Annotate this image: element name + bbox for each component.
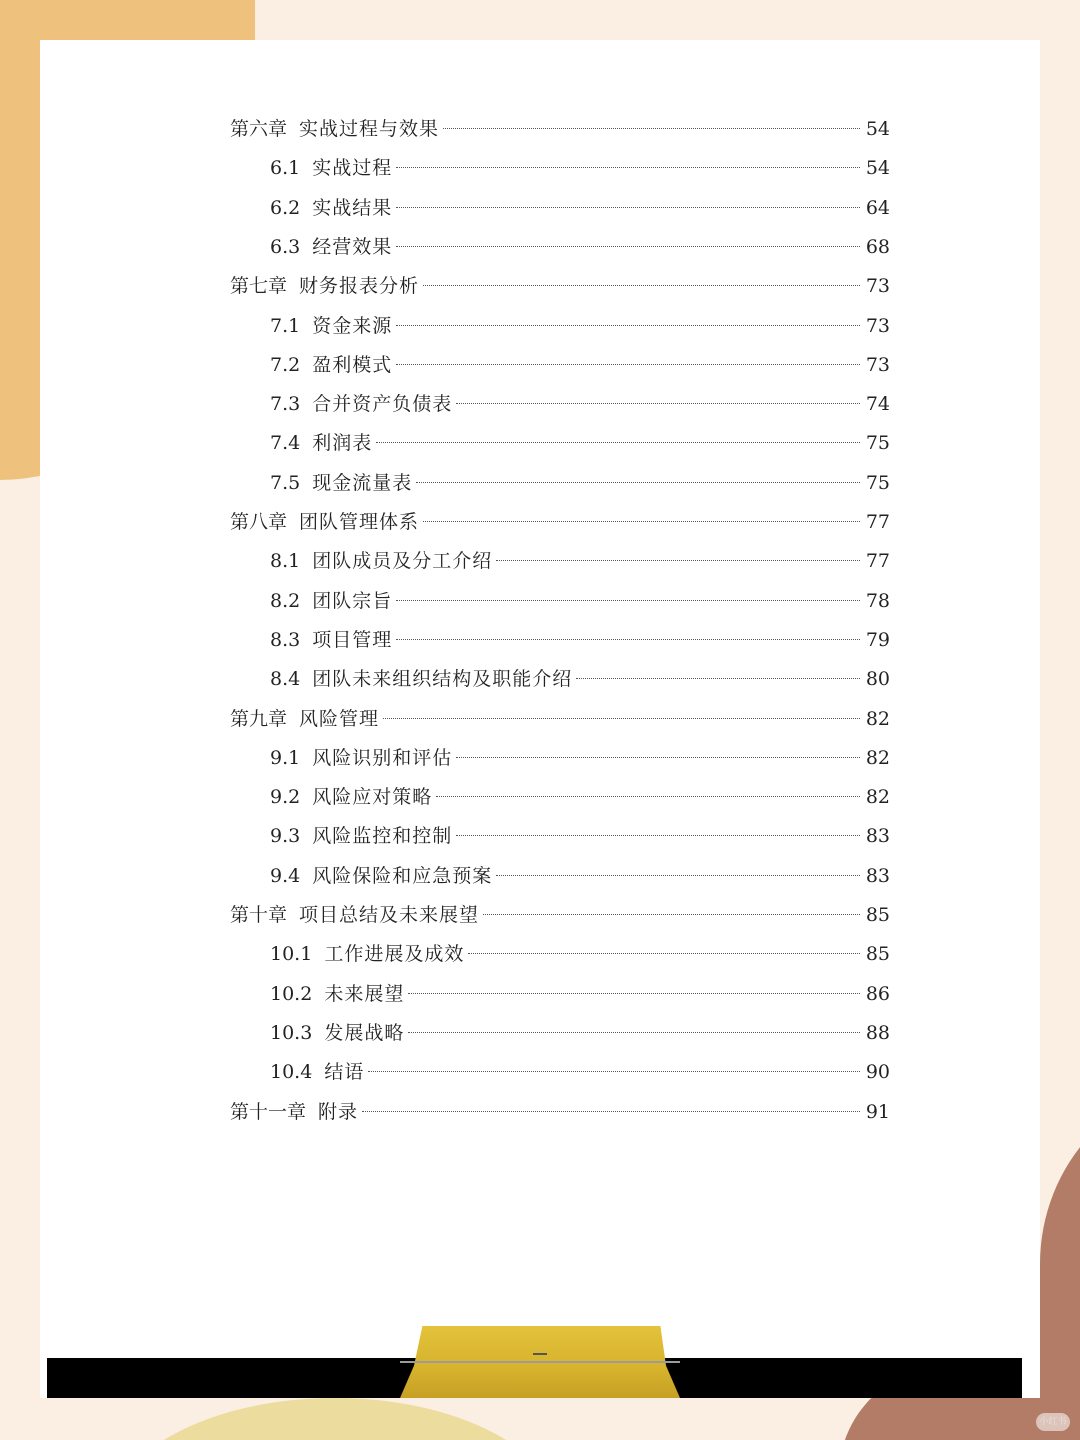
toc-number: 9.4: [270, 864, 301, 887]
toc-page-number: 85: [865, 943, 890, 966]
toc-number: 7.3: [270, 393, 301, 416]
toc-section-row[interactable]: [230, 782, 890, 812]
folder-mark: [533, 1353, 547, 1355]
toc-leader-dots: [408, 993, 859, 994]
toc-section-row[interactable]: [230, 586, 890, 616]
toc-section-row[interactable]: [230, 743, 890, 773]
toc-title: 团队成员及分工介绍: [312, 550, 493, 573]
toc-title: 项目总结及未来展望: [299, 904, 480, 926]
toc-page-number: 54: [865, 118, 890, 140]
toc-title: 附录: [318, 1100, 359, 1123]
toc-number: 第十一章: [230, 1100, 307, 1123]
toc-chapter-row[interactable]: [230, 271, 890, 301]
toc-leader-dots: [483, 914, 860, 915]
toc-title: 盈利模式: [312, 353, 393, 376]
toc-title: 风险监控和控制: [312, 825, 453, 848]
toc-title: 合并资产负债表: [312, 393, 453, 416]
toc-page-number: 90: [865, 1061, 890, 1084]
toc-number: 10.1: [270, 943, 313, 966]
toc-section-row[interactable]: [230, 861, 890, 891]
toc-page-number: 79: [865, 628, 890, 651]
toc-leader-dots: [396, 246, 860, 247]
toc-section-row[interactable]: [230, 468, 890, 498]
toc-title: 团队未来组织结构及职能介绍: [312, 668, 573, 691]
toc-title: 实战过程: [312, 157, 393, 180]
toc-number: 10.3: [270, 1021, 313, 1044]
toc-number: 第九章: [230, 707, 288, 730]
toc-page-number: 75: [865, 432, 890, 455]
toc-title: 工作进展及成效: [324, 943, 465, 966]
toc-page-number: 88: [865, 1021, 890, 1044]
toc-page-number: 68: [865, 235, 890, 258]
toc-leader-dots: [396, 600, 860, 601]
toc-number: 第七章: [230, 275, 288, 298]
toc-page-number: 73: [865, 353, 890, 376]
toc-section-row[interactable]: [230, 664, 890, 694]
toc-number: 7.4: [270, 432, 301, 455]
toc-number: 9.3: [270, 825, 301, 848]
toc-page-number: 82: [865, 786, 890, 809]
toc-leader-dots: [496, 560, 860, 561]
toc-title: 利润表: [312, 432, 373, 455]
toc-number: 8.4: [270, 668, 301, 691]
toc-section-row[interactable]: [230, 153, 890, 183]
toc-title: 发展战略: [324, 1021, 405, 1044]
toc-page-number: 82: [865, 746, 890, 769]
toc-section-row[interactable]: [230, 232, 890, 262]
toc-leader-dots: [436, 796, 860, 797]
toc-number: 9.2: [270, 786, 301, 809]
toc-section-row[interactable]: [230, 939, 890, 969]
toc-chapter-row[interactable]: [230, 900, 890, 930]
toc-leader-dots: [468, 953, 859, 954]
toc-leader-dots: [408, 1032, 859, 1033]
toc-leader-dots: [362, 1111, 860, 1112]
toc-page-number: 73: [865, 314, 890, 337]
toc-section-row[interactable]: [230, 625, 890, 655]
toc-number: 第八章: [230, 511, 288, 533]
toc-leader-dots: [456, 403, 860, 404]
toc-number: 第十章: [230, 904, 288, 926]
toc-leader-dots: [456, 835, 860, 836]
toc-title: 风险识别和评估: [312, 746, 453, 769]
toc-number: 8.2: [270, 589, 301, 612]
folder-edge-line: [400, 1361, 680, 1363]
toc-page-number: 77: [865, 550, 890, 573]
toc-number: 10.4: [270, 1061, 313, 1084]
toc-leader-dots: [456, 757, 860, 758]
toc-page-number: 83: [865, 864, 890, 887]
toc-title: 项目管理: [312, 628, 393, 651]
toc-leader-dots: [396, 364, 860, 365]
toc-page-number: 83: [865, 825, 890, 848]
toc-page-number: 73: [865, 275, 890, 298]
toc-number: 9.1: [270, 746, 301, 769]
toc-number: 7.2: [270, 353, 301, 376]
toc-section-row[interactable]: [230, 979, 890, 1009]
toc-page-number: 74: [865, 393, 890, 416]
toc-section-row[interactable]: [230, 1018, 890, 1048]
toc-title: 风险应对策略: [312, 786, 433, 809]
toc-title: 现金流量表: [312, 471, 413, 494]
toc-title: 资金来源: [312, 314, 393, 337]
toc-chapter-row[interactable]: [230, 114, 890, 144]
toc-number: 8.3: [270, 628, 301, 651]
toc-section-row[interactable]: [230, 350, 890, 380]
toc-section-row[interactable]: [230, 546, 890, 576]
toc-number: 10.2: [270, 982, 313, 1005]
watermark-logo: 小红书: [1036, 1413, 1070, 1431]
toc-page-number: 82: [865, 707, 890, 730]
toc-title: 团队宗旨: [312, 589, 393, 612]
toc-title: 财务报表分析: [299, 275, 420, 298]
toc-number: 6.3: [270, 235, 301, 258]
toc-chapter-row[interactable]: [230, 1097, 890, 1127]
toc-leader-dots: [376, 442, 860, 443]
toc-title: 风险保险和应急预案: [312, 864, 493, 887]
toc-leader-dots: [396, 639, 860, 640]
toc-chapter-row[interactable]: [230, 507, 890, 537]
toc-number: 8.1: [270, 550, 301, 573]
toc-section-row[interactable]: [230, 428, 890, 458]
toc-leader-dots: [396, 167, 860, 168]
decor-blob-bottom-left: [110, 1398, 560, 1440]
toc-title: 未来展望: [324, 982, 405, 1005]
toc-leader-dots: [396, 325, 860, 326]
toc-leader-dots: [423, 285, 860, 286]
toc-number: 7.5: [270, 471, 301, 494]
toc-title: 风险管理: [299, 707, 380, 730]
toc-number: 7.1: [270, 314, 301, 337]
document-page: [40, 40, 1040, 1398]
toc-leader-dots: [368, 1071, 859, 1072]
toc-section-row[interactable]: [230, 389, 890, 419]
toc-section-row[interactable]: [230, 821, 890, 851]
toc-leader-dots: [496, 875, 860, 876]
toc-leader-dots: [443, 128, 860, 129]
toc-number: 6.2: [270, 196, 301, 219]
toc-page-number: 54: [865, 157, 890, 180]
toc-page-number: 77: [865, 511, 890, 533]
toc-leader-dots: [576, 678, 860, 679]
toc-number: 6.1: [270, 157, 301, 180]
toc-page-number: 91: [865, 1100, 890, 1123]
toc-page-number: 78: [865, 589, 890, 612]
toc-page-number: 86: [865, 982, 890, 1005]
toc-chapter-row[interactable]: [230, 704, 890, 734]
toc-title: 经营效果: [312, 235, 393, 258]
toc-page-number: 75: [865, 471, 890, 494]
toc-section-row[interactable]: [230, 193, 890, 223]
toc-leader-dots: [396, 207, 860, 208]
toc-leader-dots: [383, 718, 860, 719]
toc-leader-dots: [416, 482, 860, 483]
toc-page-number: 64: [865, 196, 890, 219]
toc-number: 第六章: [230, 118, 288, 140]
toc-title: 实战过程与效果: [299, 118, 440, 140]
toc-title: 实战结果: [312, 196, 393, 219]
toc-page-number: 80: [865, 668, 890, 691]
toc-leader-dots: [423, 521, 860, 522]
toc-title: 团队管理体系: [299, 511, 420, 533]
toc-page-number: 85: [865, 904, 890, 926]
toc-section-row[interactable]: [230, 1057, 890, 1087]
toc-section-row[interactable]: [230, 311, 890, 341]
toc-title: 结语: [324, 1061, 365, 1084]
